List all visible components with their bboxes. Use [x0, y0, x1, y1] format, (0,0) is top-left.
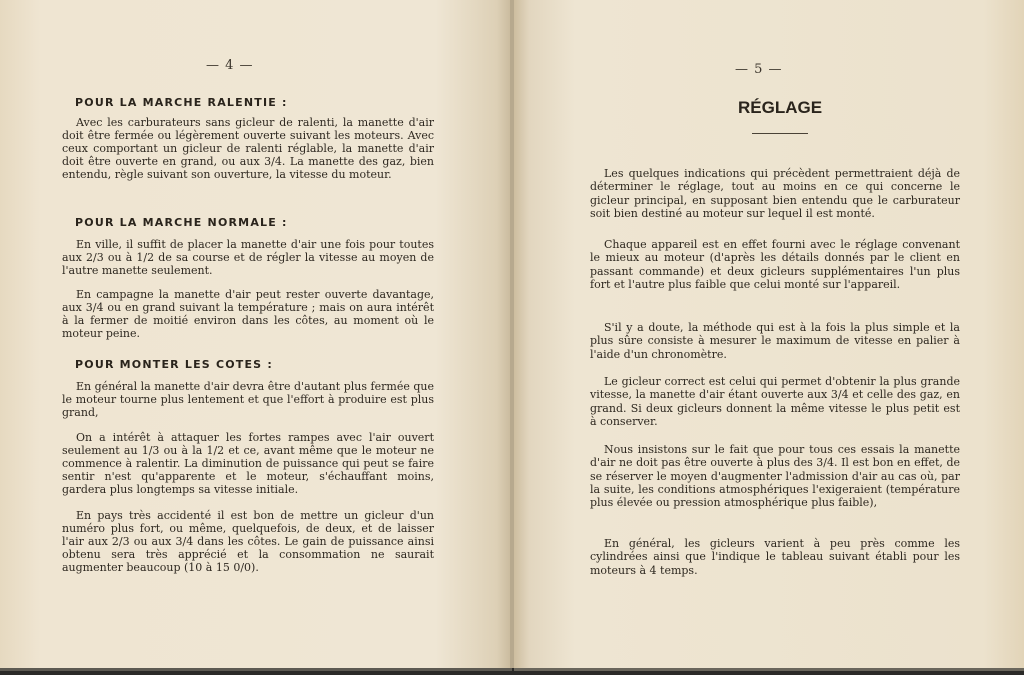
left-page — [0, 0, 512, 671]
section-heading-cotes: POUR MONTER LES COTES : — [75, 358, 273, 371]
paragraph-reglage-essais: Nous insistons sur le fait que pour tous ces essais la manette d'air ne doit pas être ouverte à plus des 3/4. Il est bon en effet, de se réserver le moyen d'augmenter l'admission d'air au cas où, par la suite, les conditions atmosphériques l'exigeraient (température plus élevée ou pression atmosphérique plus faible), — [590, 443, 960, 510]
page-number-left: — 4 — — [206, 58, 254, 73]
paragraph-reglage-gicleur-correct: Le gicleur correct est celui qui permet d'obtenir la plus grande vitesse, la manette d'air étant ouverte aux 3/4 et celle des gaz, en grand. Si deux gicleurs donnent la même vitesse le plus petit est à conserver. — [590, 375, 960, 428]
paragraph-reglage-appareil: Chaque appareil est en effet fourni avec le réglage convenant le mieux au moteur (d'après les détails donnés par le client en passant commande) et deux gicleurs supplémentaires l'un plus fort et l'autre plus faible que celui monté sur l'appareil. — [590, 238, 960, 291]
section-heading-normale: POUR LA MARCHE NORMALE : — [75, 216, 288, 229]
section-heading-ralentie: POUR LA MARCHE RALENTIE : — [75, 96, 288, 109]
paragraph-reglage-doute: S'il y a doute, la méthode qui est à la fois la plus simple et la plus sûre consiste à mesurer le maximum de vitesse en palier à l'aide d'un chronomètre. — [590, 321, 960, 361]
paragraph-reglage-cylindrees: En général, les gicleurs varient à peu près comme les cylindrées ainsi que l'indique le tableau suivant établi pour les moteurs à 4 temps. — [590, 537, 960, 577]
title-underline — [752, 133, 808, 134]
page-title: RÉGLAGE — [738, 98, 823, 117]
paragraph-normale-ville: En ville, il suffit de placer la manette d'air une fois pour toutes aux 2/3 ou à 1/2 de sa course et de régler la vitesse au moyen de l'autre manette seulement. — [62, 238, 434, 277]
paragraph-normale-campagne: En campagne la manette d'air peut rester ouverte davantage, aux 3/4 ou en grand suivant la température ; mais on aura intérêt à la fermer de moitié environ dans les côtes, au moment où le moteur peine. — [62, 288, 434, 340]
paragraph-cotes-rampes: On a intérêt à attaquer les fortes rampes avec l'air ouvert seulement au 1/3 ou à la 1/2 et ce, avant même que le moteur ne commence à ralentir. La diminution de puissance qui peut se faire sentir n'est qu'apparente et le moteur, s'échauffant moins, gardera plus longtemps sa vitesse initiale. — [62, 431, 434, 496]
paragraph-cotes-general: En général la manette d'air devra être d'autant plus fermée que le moteur tourne plus lentement et que l'effort à produire est plus grand, — [62, 380, 434, 419]
paragraph-ralentie: Avec les carburateurs sans gicleur de ralenti, la manette d'air doit être fermée ou légèrement ouverte suivant les moteurs. Avec ceux comportant un gicleur de ralenti réglable, la manette d'air doit être ouverte en grand, ou aux 3/4. La manette des gaz, bien entendu, règle suivant son ouverture, la vitesse du moteur. — [62, 116, 434, 181]
paragraph-reglage-intro: Les quelques indications qui précèdent permettraient déjà de déterminer le réglage, tout au moins en ce qui concerne le gicleur principal, en supposant bien entendu que le carburateur soit bien destiné au moteur sur lequel il est monté. — [590, 167, 960, 220]
page-number-right: — 5 — — [735, 62, 783, 77]
paragraph-cotes-accidente: En pays très accidenté il est bon de mettre un gicleur d'un numéro plus fort, ou même, quelquefois, de deux, et de laisser l'air aux 2/3 ou aux 3/4 dans les côtes. Le gain de puissance ainsi obtenu sera très apprécié et la consommation ne saurait augmenter beaucoup (10 à 15 0/0). — [62, 509, 434, 574]
